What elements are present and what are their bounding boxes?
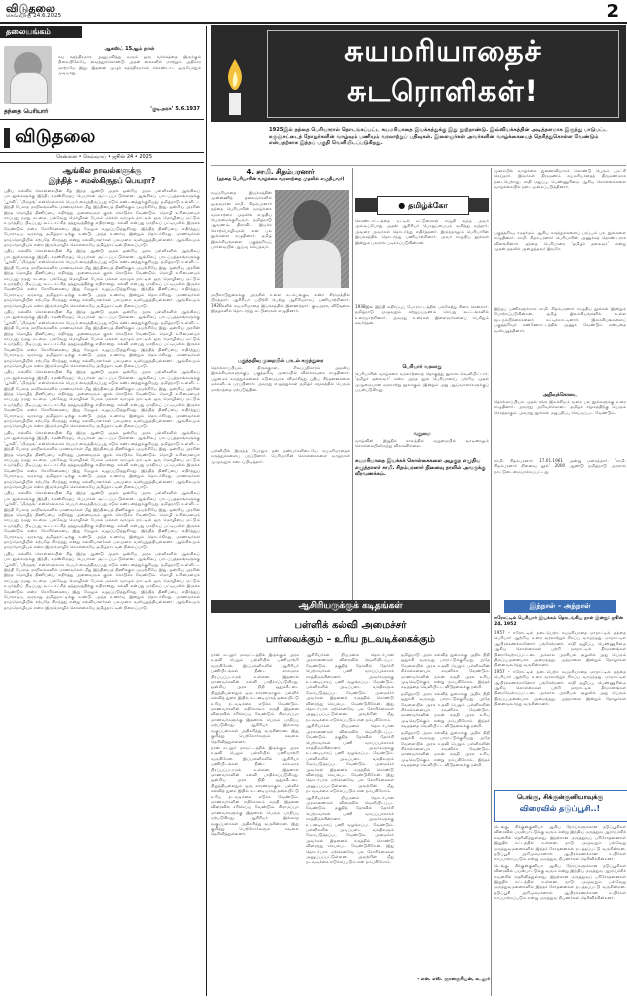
editorial-section-label: தலையங்கம்	[0, 26, 82, 38]
right-continuation	[494, 168, 626, 588]
right-body-1: முறையில் வாழ்க்கை துணைவியாகக் கொண்டு பெரும் புரட்சி செய்தார். இவர்கள் திருமணம் சுயமரியாதைத் திருமணமாக நடைபெற்றது. சாதி மறுப்பு, பெண்ணுரிமை ஆகிய கொள்கைகளை வாழ்க்கையில் நடைமுறைப்படுத்தினார்.	[494, 168, 626, 190]
editorial-headline-line1: ஆங்கில நாவல்களுக்கு	[62, 166, 142, 175]
banner-frame	[267, 30, 619, 118]
profile-body-2: மயிலாடுதுறைக்கு அருகில் உள்ள கடம்பங்குடி என்ற கிராமத்தில் பிறந்தார். ஆசிரியர் பயிற்சி பெற்று ஆசிரியராகப் பணியாற்றினார். 1920களில் சுயமரியாதை இயக்கத்தில் இணைந்தார். குடிஅரசு, விடுதலை இதழ்களில் தொடர்ந்து கட்டுரைகள் எழுதினார்.	[211, 292, 350, 314]
editorial-column	[0, 26, 205, 1000]
page-number: 2	[606, 1, 619, 22]
profile-title: 4. சாமி. சிதம்பரனார்	[246, 168, 315, 176]
masthead-title: விடுதலை	[6, 2, 56, 15]
news-headline-1: பெங்கு, சிக்குன்குனியாவுக்கு	[517, 793, 603, 801]
news-item	[494, 790, 626, 998]
masthead	[0, 0, 627, 24]
tamilkko-subheading: பெரியார் வரலாறு	[402, 365, 442, 370]
news-body: டெங்கு, சிக்குன்குனியா ஆகிய நோய்களுக்கான தடுப்பூசிகள் விரைவில் பயன்பாட்டுக்கு வரும் என்று இந்திய மருத்துவ ஆராய்ச்சிக் கவுன்சில் தெரிவித்துள்ளது. இதற்கான மருத்துவப் பரிசோதனைகள் இறுதிக் கட்டத்தில் உள்ளன. நாடு முழுவதும் பல்வேறு மருத்துவமனைகளில் இந்தச் சோதனைகள் நடத்தப்பட்டு வருகின்றன. தடுப்பூசி அறிமுகமானால் ஆயிரக்கணக்கான உயிர்கள் காப்பாற்றப்படும் என்று மருத்துவ நிபுணர்கள் தெரிவிக்கின்றனர். டெங்கு, சிக்குன்குனியா ஆகிய நோய்களுக்கான தடுப்பூசிகள் விரைவில் பயன்பாட்டுக்கு வரும் என்று இந்திய மருத்துவ ஆராய்ச்சிக் கவுன்சில் தெரிவித்துள்ளது. இதற்கான மருத்துவப் பரிசோதனைகள் இறுதிக் கட்டத்தில் உள்ளன. நாடு முழுவதும் பல்வேறு மருத்துவமனைகளில் இந்தச் சோதனைகள் நடத்தப்பட்டு வருகின்றன. தடுப்பூசி அறிமுகமானால் ஆயிரக்கணக்கான உயிர்கள் காப்பாற்றப்படும் என்று மருத்துவ நிபுணர்கள் தெரிவிக்கின்றனர்.	[494, 824, 626, 901]
profile-body-4: பள்ளியில் இருந்த போதும் தன் நண்பர்களிடையே சுயமரியாதைக் கருத்துக்களைப் பரப்பினார். பெரியாரின் கொள்கைகளை வாழ்நாள் முழுவதும் கடைப்பிடித்தார்.	[211, 448, 350, 464]
tamilkko-heading: ● தமிழ்க்கோ	[377, 196, 469, 215]
profile-body-1: சுயமரியாதை இயக்கத்தின் முன்னணித் தலைவர்களில் ஒருவரான சாமி. சிதம்பரனார் தந்தை பெரியாரின் வாழ்க்கை வரலாற்றை முதலில் எழுதிய பெருமைக்குரியவர். தமிழ்நாடு ஆவணம், திராவிட இயக்க சொற்பொழிவுகள் என பல நூல்களை எழுதினார். தமிழ் இலக்கியங்களை பகுத்தறிவுப் பார்வையில் ஆய்வு செய்தவர்.	[211, 190, 272, 250]
masthead-date: செவ்வாய் 24.6.2025	[6, 13, 62, 19]
candle-icon	[229, 93, 241, 115]
tamilkko-body-3: பெரியாரின் வாழ்க்கை வரலாற்றைத் தொகுத்து நூலாக வெளியிட்டார். ‘தமிழர் தலைவர்’ என்ற அந்த நூல் பெரியாரைப் பற்றிய முதல் முழுமையான வரலாற்று நூலாகும். இன்றும் அது ஆய்வாளர்களுக்குப் பயன்படுகிறது.	[355, 371, 489, 393]
profile-article	[211, 168, 350, 598]
letters-col-2: ஆசிரியர்கள் நியமனம் தொடர்பான அரசாணைகள் விரைவில் வெளியிடப்பட வேண்டும். தகுதித் தேர்வில் தேர்ச்சி பெற்றவர்கள் பணி வாய்ப்புக்காகக் காத்திருக்கின்றனர். அவர்களுக்கு உடனடியாகப் பணி வழங்கப்பட வேண்டும். பள்ளிகளில் அடிப்படை வசதிகளும் மேம்படுத்தப்பட வேண்டும். அமைச்சர் அவர்கள் இதனைக் கருத்தில் கொண்டு விரைந்து செயல்பட வேண்டுகிறேன். இது தொடர்பாக ஏற்கெனவே பல கோரிக்கைகள் அனுப்பப்பட்டுள்ளன. அவற்றின் மீது நடவடிக்கை எடுக்கப்படும் என நம்புகிறோம். ஆசிரியர்கள் நியமனம் தொடர்பான அரசாணைகள் விரைவில் வெளியிடப்பட வேண்டும். தகுதித் தேர்வில் தேர்ச்சி பெற்றவர்கள் பணி வாய்ப்புக்காகக் காத்திருக்கின்றனர். அவர்களுக்கு உடனடியாகப் பணி வழங்கப்பட வேண்டும். பள்ளிகளில் அடிப்படை வசதிகளும் மேம்படுத்தப்பட வேண்டும். அமைச்சர் அவர்கள் இதனைக் கருத்தில் கொண்டு விரைந்து செயல்பட வேண்டுகிறேன். இது தொடர்பாக ஏற்கெனவே பல கோரிக்கைகள் அனுப்பப்பட்டுள்ளன. அவற்றின் மீது நடவடிக்கை எடுக்கப்படும் என நம்புகிறோம். ஆசிரியர்கள் நியமனம் தொடர்பான அரசாணைகள் விரைவில் வெளியிடப்பட வேண்டும். தகுதித் தேர்வில் தேர்ச்சி பெற்றவர்கள் பணி வாய்ப்புக்காகக் காத்திருக்கின்றனர். அவர்களுக்கு உடனடியாகப் பணி வழங்கப்பட வேண்டும். பள்ளிகளில் அடிப்படை வசதிகளும் மேம்படுத்தப்பட வேண்டும். அமைச்சர் அவர்கள் இதனைக் கருத்தில் கொண்டு விரைந்து செயல்பட வேண்டுகிறேன். இது தொடர்பாக ஏற்கெனவே பல கோரிக்கைகள் அனுப்பப்பட்டுள்ளன. அவற்றின் மீது நடவடிக்கை எடுக்கப்படும் என நம்புகிறோம்.	[306, 652, 394, 865]
quote-text: சுய சுதந்திரமாக அனுபவித்து வரும் ஒரு வர்க்கத்தை இருக்கும் நிலையிலேயே வைத்துக்கொண்டு அதன் கைகளில் மாற்றும் அதிகார மாற்றமே இது. இதனை முழுச் சுதந்திரமாகக் கொண்டாட ஒருபோதும் முடியாது.	[58, 54, 201, 76]
right-subheading: அறிவுக்கொடை	[542, 393, 578, 398]
today-title: ஈரோட்டில் பெரியார் இயக்கம் தொடங்கிய நாள் இன்று: ஜூன் 24, 1952	[494, 616, 624, 627]
today-body: 1957 – ஈரோட்டில் நடைபெற்ற சுயமரியாதை மாநாட்டில் தந்தை பெரியார் ஆற்றிய உரை வரலாற்றுச் சிறப்பு வாய்ந்தது. மாநாட்டில் ஆயிரக்கணக்கானோர் பங்கேற்றனர். சாதி ஒழிப்பு, பெண்ணுரிமை ஆகிய கொள்கைகள் பற்றி மாநாட்டில் தீர்மானங்கள் நிறைவேற்றப்பட்டன. அக்கால அரசியல் சூழலில் அது பெரும் திருப்புமுனையாக அமைந்தது. அந்நாளை இன்றும் தோழர்கள் நினைவுகூர்ந்து வருகின்றனர். 1957 – ஈரோட்டில் நடைபெற்ற சுயமரியாதை மாநாட்டில் தந்தை பெரியார் ஆற்றிய உரை வரலாற்றுச் சிறப்பு வாய்ந்தது. மாநாட்டில் ஆயிரக்கணக்கானோர் பங்கேற்றனர். சாதி ஒழிப்பு, பெண்ணுரிமை ஆகிய கொள்கைகள் பற்றி மாநாட்டில் தீர்மானங்கள் நிறைவேற்றப்பட்டன. அக்கால அரசியல் சூழலில் அது பெரும் திருப்புமுனையாக அமைந்தது. அந்நாளை இன்றும் தோழர்கள் நினைவுகூர்ந்து வருகின்றனர்.	[494, 630, 626, 707]
profile-body-3: தொல்காப்பியம், திருக்குறள், சிலப்பதிகாரம் முதலிய இலக்கியங்களுக்குப் பகுத்தறிவு முறையில் விளக்கவுரை எழுதினார். பழமைக் கருத்துக்களைக் கடுமையாக விமர்சித்து புதிய சிந்தனைகளை மக்களிடம் பரப்பினார். அவரது எழுத்துக்கள் தமிழ்ச் சமூகத்தில் பெரும் மாற்றத்தை ஏற்படுத்தின.	[211, 365, 350, 392]
tamilkko-body-1: கொண்டாட்டத்தை ஏட்டில் கட்டுரைகள் எழுதி வந்த அவர் அவ்வப்போது அதன் ஆசிரியர் பொறுப்பையும் வகித்து வந்தார். அவரை அவர்கள் தொடர்ந்து எதிர்த்தனர். இருந்தாலும் பெரியாரின் இயக்கத்தில் தொடர்ந்து பணியாற்றினார். அவர் எழுதிய நூல்கள் இன்றும் பலரால் படிக்கப்படுகின்றன.	[355, 218, 489, 245]
news-headline-2: விரைவில் தடுப்பூசி..!	[519, 804, 601, 813]
right-body-2: பகுத்தறிவு, சமதர்மம் ஆகிய கருத்துக்களைப் பரப்பும் பல நூல்களை எழுதினார். சாமி. சிதம்பரனார் பெரியாரின் அணுக்கத் தொண்டராக விளங்கினார். தந்தை பெரியாரை ‘தமிழர் தலைவர்’ என்று முதன்முதலில் அழைத்தவர் இவரே.	[494, 230, 626, 252]
profile-subtitle: (தந்தை பெரியாரின் வாழ்க்கை வரலாற்றை முதலில் எழுதியவர்)	[216, 177, 345, 182]
tamilkko-body-2: 1938இல் இந்தி எதிர்ப்புப் போராட்டத்தில் பங்கேற்று சிறை சென்றார். தமிழ்நாடு முழுவதும் சுற்றுப்பயணம் செய்து கூட்டங்களில் உரையாற்றினார். அவரது உரைகள் இளைஞர்களைப் பெரிதும் கவர்ந்தன.	[355, 304, 489, 326]
letters-headline-2: பார்வைக்கும் – உரிய நடவடிக்கைக்கும்	[265, 634, 436, 645]
banner-line1: சுயமரியாதைச்	[344, 34, 542, 68]
tamilkko-column	[355, 168, 489, 598]
paper-logo	[4, 126, 204, 148]
today-in-history	[494, 600, 626, 786]
letters-bar: ஆசிரியருக்குக் கடிதங்கள்	[211, 600, 490, 613]
quote-source: ‘குடிஅரசு’ 5.6.1937	[149, 106, 200, 112]
periyar-portrait	[4, 46, 52, 104]
tamilkko-body-4: வாழ்வின் இறுதிக் காலத்தில் வறுமையில் வாடினாலும் கொள்கையிலிருந்து விலகவில்லை.	[355, 438, 489, 449]
right-body-5: சாமி. சிதம்பரனார் 17.01.1961 அன்று மறைந்தார். ‘சாமி. சிதம்பரனார் நினைவு நூல்’ 2000 ஆண்டு தமிழ்நாடு அரசால் நாட்டுடைமையாக்கப்பட்டது.	[494, 458, 626, 474]
paper-name: விடுதலை	[15, 126, 96, 147]
profile-subheading: பகுத்தறிவு முறையில் பாடல் கருத்துரை	[237, 359, 324, 364]
editorial-body: புதிய கல்விக் கொள்கையின் கீழ் இந்த ஆண்டு முதல் ஒன்றிய அரசு பள்ளிகளில் ஆங்கிலப் பாடநூல்களுக்கு இந்தி, சமஸ்கிருதப் பெயர்கள் சூட்டப்பட்டுள்ளன. ஆங்கிலப் பாடப்புத்தகங்களுக்கு ‘பூர்வி’, ‘மிருதங்’ என்றெல்லாம் பெயர் வைத்திருப்பது கடும் கண்டனத்துக்குரியது. தமிழ்நாடு உள்ளிட்ட இந்தி பேசாத மாநிலங்களில் மாணவர்கள் மீது இந்தியைத் திணிக்கும் முயற்சியே இது. ஒன்றிய அரசின் இந்த மொழித் திணிப்பை எதிர்த்து அனைவரும் குரல் கொடுக்க வேண்டும். மொழி உரிமையைக் காப்பது நமது கடமை. பல்வேறு மொழிகள் பேசும் மக்கள் வாழும் நாட்டில் ஒரு மொழியை மட்டும் உயர்த்திப் பிடிப்பது கூட்டாட்சித் தத்துவத்திற்கு எதிரானது. கல்வி என்பது மாநிலப் பட்டியலில் இருக்க வேண்டும் என்ற கோரிக்கையை இது மேலும் வலுப்படுத்துகிறது. இந்தித் திணிப்பை எதிர்த்துப் போராடிய வரலாறு தமிழ்நாட்டிற்கு உண்டு. அந்த உணர்வு இன்றும் தொடர்கிறது. மாணவர்கள் தாய்மொழியில் கற்பதே சிறந்தது என்று கல்வியாளர்கள் பலமுறை வலியுறுத்தியுள்ளனர். ஆங்கிலமும் தாய்மொழியும் என்ற இருமொழிக் கொள்கையே தமிழ்நாட்டின் நிலைப்பாடு. புதிய கல்விக் கொள்கையின் கீழ் இந்த ஆண்டு முதல் ஒன்றிய அரசு பள்ளிகளில் ஆங்கிலப் பாடநூல்களுக்கு இந்தி, சமஸ்கிருதப் பெயர்கள் சூட்டப்பட்டுள்ளன. ஆங்கிலப் பாடப்புத்தகங்களுக்கு ‘பூர்வி’, ‘மிருதங்’ என்றெல்லாம் பெயர் வைத்திருப்பது கடும் கண்டனத்துக்குரியது. தமிழ்நாடு உள்ளிட்ட இந்தி பேசாத மாநிலங்களில் மாணவர்கள் மீது இந்தியைத் திணிக்கும் முயற்சியே இது. ஒன்றிய அரசின் இந்த மொழித் திணிப்பை எதிர்த்து அனைவரும் குரல் கொடுக்க வேண்டும். மொழி உரிமையைக் காப்பது நமது கடமை. பல்வேறு மொழிகள் பேசும் மக்கள் வாழும் நாட்டில் ஒரு மொழியை மட்டும் உயர்த்திப் பிடிப்பது கூட்டாட்சித் தத்துவத்திற்கு எதிரானது. கல்வி என்பது மாநிலப் பட்டியலில் இருக்க வேண்டும் என்ற கோரிக்கையை இது மேலும் வலுப்படுத்துகிறது. இந்தித் திணிப்பை எதிர்த்துப் போராடிய வரலாறு தமிழ்நாட்டிற்கு உண்டு. அந்த உணர்வு இன்றும் தொடர்கிறது. மாணவர்கள் தாய்மொழியில் கற்பதே சிறந்தது என்று கல்வியாளர்கள் பலமுறை வலியுறுத்தியுள்ளனர். ஆங்கிலமும் தாய்மொழியும் என்ற இருமொழிக் கொள்கையே தமிழ்நாட்டின் நிலைப்பாடு. புதிய கல்விக் கொள்கையின் கீழ் இந்த ஆண்டு முதல் ஒன்றிய அரசு பள்ளிகளில் ஆங்கிலப் பாடநூல்களுக்கு இந்தி, சமஸ்கிருதப் பெயர்கள் சூட்டப்பட்டுள்ளன. ஆங்கிலப் பாடப்புத்தகங்களுக்கு ‘பூர்வி’, ‘மிருதங்’ என்றெல்லாம் பெயர் வைத்திருப்பது கடும் கண்டனத்துக்குரியது. தமிழ்நாடு உள்ளிட்ட இந்தி பேசாத மாநிலங்களில் மாணவர்கள் மீது இந்தியைத் திணிக்கும் முயற்சியே இது. ஒன்றிய அரசின் இந்த மொழித் திணிப்பை எதிர்த்து அனைவரும் குரல் கொடுக்க வேண்டும். மொழி உரிமையைக் காப்பது நமது கடமை. பல்வேறு மொழிகள் பேசும் மக்கள் வாழும் நாட்டில் ஒரு மொழியை மட்டும் உயர்த்திப் பிடிப்பது கூட்டாட்சித் தத்துவத்திற்கு எதிரானது. கல்வி என்பது மாநிலப் பட்டியலில் இருக்க வேண்டும் என்ற கோரிக்கையை இது மேலும் வலுப்படுத்துகிறது. இந்தித் திணிப்பை எதிர்த்துப் போராடிய வரலாறு தமிழ்நாட்டிற்கு உண்டு. அந்த உணர்வு இன்றும் தொடர்கிறது. மாணவர்கள் தாய்மொழியில் கற்பதே சிறந்தது என்று கல்வியாளர்கள் பலமுறை வலியுறுத்தியுள்ளனர். ஆங்கிலமும் தாய்மொழியும் என்ற இருமொழிக் கொள்கையே தமிழ்நாட்டின் நிலைப்பாடு. புதிய கல்விக் கொள்கையின் கீழ் இந்த ஆண்டு முதல் ஒன்றிய அரசு பள்ளிகளில் ஆங்கிலப் பாடநூல்களுக்கு இந்தி, சமஸ்கிருதப் பெயர்கள் சூட்டப்பட்டுள்ளன. ஆங்கிலப் பாடப்புத்தகங்களுக்கு ‘பூர்வி’, ‘மிருதங்’ என்றெல்லாம் பெயர் வைத்திருப்பது கடும் கண்டனத்துக்குரியது. தமிழ்நாடு உள்ளிட்ட இந்தி பேசாத மாநிலங்களில் மாணவர்கள் மீது இந்தியைத் திணிக்கும் முயற்சியே இது. ஒன்றிய அரசின் இந்த மொழித் திணிப்பை எதிர்த்து அனைவரும் குரல் கொடுக்க வேண்டும். மொழி உரிமையைக் காப்பது நமது கடமை. பல்வேறு மொழிகள் பேசும் மக்கள் வாழும் நாட்டில் ஒரு மொழியை மட்டும் உயர்த்திப் பிடிப்பது கூட்டாட்சித் தத்துவத்திற்கு எதிரானது. கல்வி என்பது மாநிலப் பட்டியலில் இருக்க வேண்டும் என்ற கோரிக்கையை இது மேலும் வலுப்படுத்துகிறது. இந்தித் திணிப்பை எதிர்த்துப் போராடிய வரலாறு தமிழ்நாட்டிற்கு உண்டு. அந்த உணர்வு இன்றும் தொடர்கிறது. மாணவர்கள் தாய்மொழியில் கற்பதே சிறந்தது என்று கல்வியாளர்கள் பலமுறை வலியுறுத்தியுள்ளனர். ஆங்கிலமும் தாய்மொழியும் என்ற இருமொழிக் கொள்கையே தமிழ்நாட்டின் நிலைப்பாடு. புதிய கல்விக் கொள்கையின் கீழ் இந்த ஆண்டு முதல் ஒன்றிய அரசு பள்ளிகளில் ஆங்கிலப் பாடநூல்களுக்கு இந்தி, சமஸ்கிருதப் பெயர்கள் சூட்டப்பட்டுள்ளன. ஆங்கிலப் பாடப்புத்தகங்களுக்கு ‘பூர்வி’, ‘மிருதங்’ என்றெல்லாம் பெயர் வைத்திருப்பது கடும் கண்டனத்துக்குரியது. தமிழ்நாடு உள்ளிட்ட இந்தி பேசாத மாநிலங்களில் மாணவர்கள் மீது இந்தியைத் திணிக்கும் முயற்சியே இது. ஒன்றிய அரசின் இந்த மொழித் திணிப்பை எதிர்த்து அனைவரும் குரல் கொடுக்க வேண்டும். மொழி உரிமையைக் காப்பது நமது கடமை. பல்வேறு மொழிகள் பேசும் மக்கள் வாழும் நாட்டில் ஒரு மொழியை மட்டும் உயர்த்திப் பிடிப்பது கூட்டாட்சித் தத்துவத்திற்கு எதிரானது. கல்வி என்பது மாநிலப் பட்டியலில் இருக்க வேண்டும் என்ற கோரிக்கையை இது மேலும் வலுப்படுத்துகிறது. இந்தித் திணிப்பை எதிர்த்துப் போராடிய வரலாறு தமிழ்நாட்டிற்கு உண்டு. அந்த உணர்வு இன்றும் தொடர்கிறது. மாணவர்கள் தாய்மொழியில் கற்பதே சிறந்தது என்று கல்வியாளர்கள் பலமுறை வலியுறுத்தியுள்ளனர். ஆங்கிலமும் தாய்மொழியும் என்ற இருமொழிக் கொள்கையே தமிழ்நாட்டின் நிலைப்பாடு. புதிய கல்விக் கொள்கையின் கீழ் இந்த ஆண்டு முதல் ஒன்றிய அரசு பள்ளிகளில் ஆங்கிலப் பாடநூல்களுக்கு இந்தி, சமஸ்கிருதப் பெயர்கள் சூட்டப்பட்டுள்ளன. ஆங்கிலப் பாடப்புத்தகங்களுக்கு ‘பூர்வி’, ‘மிருதங்’ என்றெல்லாம் பெயர் வைத்திருப்பது கடும் கண்டனத்துக்குரியது. தமிழ்நாடு உள்ளிட்ட இந்தி பேசாத மாநிலங்களில் மாணவர்கள் மீது இந்தியைத் திணிக்கும் முயற்சியே இது. ஒன்றிய அரசின் இந்த மொழித் திணிப்பை எதிர்த்து அனைவரும் குரல் கொடுக்க வேண்டும். மொழி உரிமையைக் காப்பது நமது கடமை. பல்வேறு மொழிகள் பேசும் மக்கள் வாழும் நாட்டில் ஒரு மொழியை மட்டும் உயர்த்திப் பிடிப்பது கூட்டாட்சித் தத்துவத்திற்கு எதிரானது. கல்வி என்பது மாநிலப் பட்டியலில் இருக்க வேண்டும் என்ற கோரிக்கையை இது மேலும் வலுப்படுத்துகிறது. இந்தித் திணிப்பை எதிர்த்துப் போராடிய வரலாறு தமிழ்நாட்டிற்கு உண்டு. அந்த உணர்வு இன்றும் தொடர்கிறது. மாணவர்கள் தாய்மொழியில் கற்பதே சிறந்தது என்று கல்வியாளர்கள் பலமுறை வலியுறுத்தியுள்ளனர். ஆங்கிலமும் தாய்மொழியும் என்ற இருமொழிக் கொள்கையே தமிழ்நாட்டின் நிலைப்பாடு. புதிய கல்விக் கொள்கையின் கீழ் இந்த ஆண்டு முதல் ஒன்றிய அரசு பள்ளிகளில் ஆங்கிலப் பாடநூல்களுக்கு இந்தி, சமஸ்கிருதப் பெயர்கள் சூட்டப்பட்டுள்ளன. ஆங்கிலப் பாடப்புத்தகங்களுக்கு ‘பூர்வி’, ‘மிருதங்’ என்றெல்லாம் பெயர் வைத்திருப்பது கடும் கண்டனத்துக்குரியது. தமிழ்நாடு உள்ளிட்ட இந்தி பேசாத மாநிலங்களில் மாணவர்கள் மீது இந்தியைத் திணிக்கும் முயற்சியே இது. ஒன்றிய அரசின் இந்த மொழித் திணிப்பை எதிர்த்து அனைவரும் குரல் கொடுக்க வேண்டும். மொழி உரிமையைக் காப்பது நமது கடமை. பல்வேறு மொழிகள் பேசும் மக்கள் வாழும் நாட்டில் ஒரு மொழியை மட்டும் உயர்த்திப் பிடிப்பது கூட்டாட்சித் தத்துவத்திற்கு எதிரானது. கல்வி என்பது மாநிலப் பட்டியலில் இருக்க வேண்டும் என்ற கோரிக்கையை இது மேலும் வலுப்படுத்துகிறது. இந்தித் திணிப்பை எதிர்த்துப் போராடிய வரலாறு தமிழ்நாட்டிற்கு உண்டு. அந்த உணர்வு இன்றும் தொடர்கிறது. மாணவர்கள் தாய்மொழியில் கற்பதே சிறந்தது என்று கல்வியாளர்கள் பலமுறை வலியுறுத்தியுள்ளனர். ஆங்கிலமும் தாய்மொழியும் என்ற இருமொழிக் கொள்கையே தமிழ்நாட்டின் நிலைப்பாடு.	[4, 188, 200, 610]
intro-box	[211, 127, 626, 166]
profile-photo	[275, 190, 349, 288]
intro-text: 1925இல் தந்தை பெரியாரால் தொடங்கப்பட்ட சுயமரியாதை இயக்கத்துக்கு இது நூற்றாண்டு. இவ்வியக்கத்தின் அடித்தளமாக இருந்து பாடுபட்ட கருஞ்சட்டைத் தோழர்களின் வாழ்வும் பணியும் வரலாற்றுப் பதிவுகள். இளைஞர்கள் அவர்களின் வாழ்க்கையைத் தெரிந்துகொள்ள வேண்டும் என்பதற்காக இந்தப் பகுதி வெளியிடப்படுகிறது.	[269, 127, 608, 147]
feature-banner	[211, 25, 626, 122]
tamilkko-highlight: சுயமரியாதை இயக்கக் கொள்கைகளை அழகுற எழுதிய எழுத்தாளர் சாமி. சிதம்பரனார் நினைவு நாளில் அவருக்கு வீரவணக்கம்.	[355, 458, 486, 477]
letters-signature: – என். எஸ். ஞானசூரியன், கடலூர்	[417, 977, 490, 982]
quote-title: ஆகஸ்ட் 15ஆம் நாள்	[104, 46, 155, 52]
editorial-headline-line2: இந்தித் – சமஸ்கிருதப் பெயரா?	[48, 176, 156, 185]
right-body-4: தொல்காப்பியம் முதல் சங்க இலக்கியம் வரை பல நூல்களுக்கு உரை எழுதினார். அவரது அறிவுக்கொடை தமிழ்ச் சமூகத்திற்கு பெரும் சொத்தாகும். அவரது நூல்கள் மறுபதிப்பு செய்யப்பட வேண்டும்.	[494, 399, 626, 415]
leader-name: தந்தை பெரியார்	[4, 108, 49, 115]
candle-flame-icon	[225, 59, 245, 93]
letters-col-3: தமிழ்நாடு அரசு கல்வித் துறைக்கு அதிக நிதி ஒதுக்கி வருவது பாராட்டுக்குரியது. அதே வேளையில் அரசு உதவி பெறும் பள்ளிகளின் சிக்கல்களையும் கவனிக்க வேண்டும். மாணவர்களின் நலன் கருதி அரசு உரிய முடிவெடுக்கும் என்று நம்புகிறோம். இந்தக் கடிதத்தை வெளியிட்ட விடுதலைக்கு நன்றி. தமிழ்நாடு அரசு கல்வித் துறைக்கு அதிக நிதி ஒதுக்கி வருவது பாராட்டுக்குரியது. அதே வேளையில் அரசு உதவி பெறும் பள்ளிகளின் சிக்கல்களையும் கவனிக்க வேண்டும். மாணவர்களின் நலன் கருதி அரசு உரிய முடிவெடுக்கும் என்று நம்புகிறோம். இந்தக் கடிதத்தை வெளியிட்ட விடுதலைக்கு நன்றி. தமிழ்நாடு அரசு கல்வித் துறைக்கு அதிக நிதி ஒதுக்கி வருவது பாராட்டுக்குரியது. அதே வேளையில் அரசு உதவி பெறும் பள்ளிகளின் சிக்கல்களையும் கவனிக்க வேண்டும். மாணவர்களின் நலன் கருதி அரசு உரிய முடிவெடுக்கும் என்று நம்புகிறோம். இந்தக் கடிதத்தை வெளியிட்ட விடுதலைக்கு நன்றி.	[401, 652, 490, 768]
letters-headline-1: பள்ளிக் கல்வி அமைச்சர்	[294, 620, 407, 631]
tamilkko-subheading-2: வறுமை	[413, 432, 431, 437]
letters-col-1: நான் கடலூர் மாவட்டத்தில் இருக்கும் அரசு உதவி பெறும் பள்ளியில் பணியாற்றி வருகிறேன். இப்பள்ளிகளில் ஆசிரியர் பணியிடங்கள் நீண்ட காலமாக நிரப்பப்படாமல் உள்ளன. இதனால் மாணவர்களின் கல்வி பாதிக்கப்படுகிறது. ஒன்றிய அரசு நிதி ஒதுக்கீட்டை நிறுத்தியுள்ளதும் ஒரு காரணமாகும். பள்ளிக் கல்வித் துறை இதில் உடனடியாகத் தலையிட்டு உரிய நடவடிக்கை எடுக்க வேண்டும். மாணவர்களின் எதிர்காலம் கருதி இதனை விரைவில் சரிசெய்ய வேண்டும். கிராமப்புற மாணவர்களுக்கு இதனால் பெரும் பாதிப்பு ஏற்படுகிறது. ஆசிரியர் இல்லாத வகுப்பறைகள் அதிகரித்து வருகின்றன. இது குறித்து பெற்றோர்களும் கவலை தெரிவித்துள்ளனர். நான் கடலூர் மாவட்டத்தில் இருக்கும் அரசு உதவி பெறும் பள்ளியில் பணியாற்றி வருகிறேன். இப்பள்ளிகளில் ஆசிரியர் பணியிடங்கள் நீண்ட காலமாக நிரப்பப்படாமல் உள்ளன. இதனால் மாணவர்களின் கல்வி பாதிக்கப்படுகிறது. ஒன்றிய அரசு நிதி ஒதுக்கீட்டை நிறுத்தியுள்ளதும் ஒரு காரணமாகும். பள்ளிக் கல்வித் துறை இதில் உடனடியாகத் தலையிட்டு உரிய நடவடிக்கை எடுக்க வேண்டும். மாணவர்களின் எதிர்காலம் கருதி இதனை விரைவில் சரிசெய்ய வேண்டும். கிராமப்புற மாணவர்களுக்கு இதனால் பெரும் பாதிப்பு ஏற்படுகிறது. ஆசிரியர் இல்லாத வகுப்பறைகள் அதிகரித்து வருகின்றன. இது குறித்து பெற்றோர்களும் கவலை தெரிவித்துள்ளனர்.	[211, 652, 299, 837]
paper-date: சென்னை • செவ்வாய் • ஜூன் 24 • 2025	[55, 154, 153, 160]
today-heading: இந்நாள் – அந்நாள்	[504, 600, 616, 613]
letters-section	[211, 600, 490, 996]
right-body-3: இந்தப் பணிகளுக்காக சாமி. சிதம்பரனார் எழுதிய நூல்கள் இன்றும் போற்றப்படுகின்றன. தமிழ் இலக்கியங்களில் உள்ள மூடநம்பிக்கைகளைச் சுட்டிக்காட்டினார். இலக்கியங்களைப் பகுத்தறிவுக் கண்ணோட்டத்தில் அணுக வேண்டும் என்பதை வலியுறுத்தினார்.	[494, 306, 626, 333]
banner-line2: சுடரொளிகள்!	[347, 74, 539, 108]
